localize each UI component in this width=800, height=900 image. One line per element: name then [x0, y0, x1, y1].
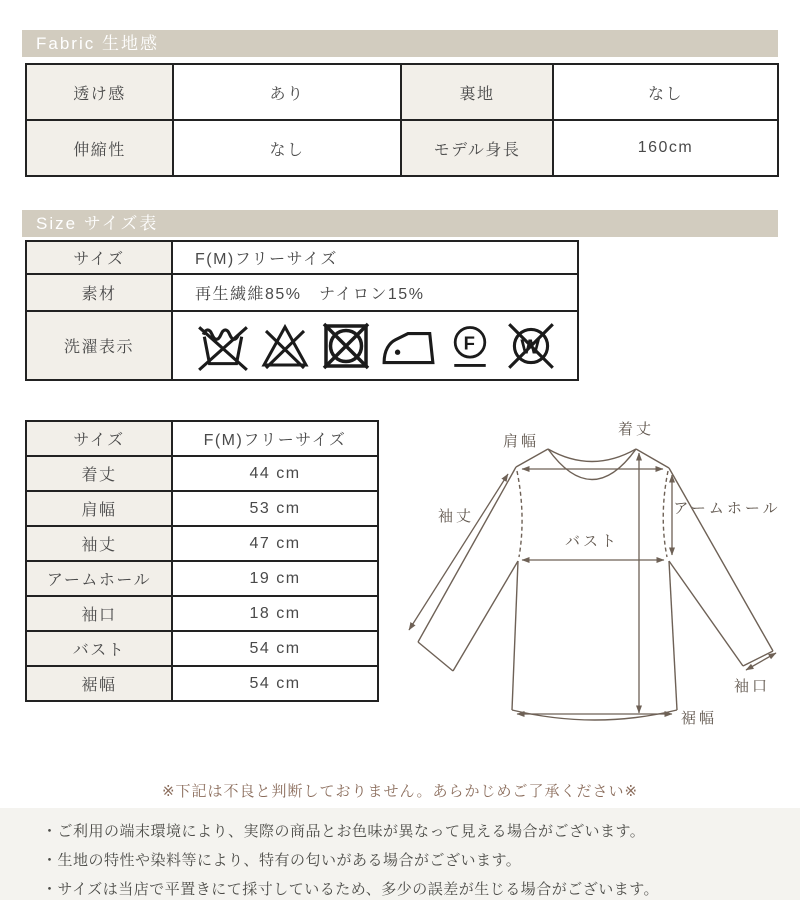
measure-label: 肩幅 [26, 491, 172, 526]
measure-header-value: F(M)フリーサイズ [172, 421, 378, 456]
info-value: 再生繊維85% ナイロン15% [172, 274, 578, 311]
table-row [26, 596, 378, 631]
iron-low-heat-icon [380, 318, 438, 374]
fabric-value: なし [173, 120, 401, 176]
table-row [26, 526, 378, 561]
table-row [26, 491, 378, 526]
table-row [26, 666, 378, 701]
measure-label: 着丈 [26, 456, 172, 491]
care-symbols-cell [172, 311, 578, 380]
info-label: 素材 [26, 274, 172, 311]
measure-value: 18 cm [172, 596, 378, 631]
fabric-label: 透け感 [26, 64, 173, 120]
measure-label: バスト [26, 631, 172, 666]
table-row [26, 561, 378, 596]
armhole-dashed-right [663, 471, 668, 557]
measurement-table [25, 420, 379, 702]
table-row [26, 274, 578, 311]
disclaimer-list [0, 808, 800, 900]
table-row [26, 241, 578, 274]
measure-arrows [409, 453, 776, 714]
table-row [26, 456, 378, 491]
no-tumble-dry-icon [319, 318, 373, 374]
diagram-label-hem: 裾幅 [680, 710, 718, 727]
info-label: 洗濯表示 [26, 311, 172, 380]
fabric-value: なし [553, 64, 778, 120]
care-icons-row [195, 316, 577, 376]
fabric-value: 160cm [553, 120, 778, 176]
disclaimer-item: ・サイズは当店で平置きにて採寸しているため、多少の誤差が生じる場合がございます。 [42, 881, 660, 898]
dry-clean-f-icon [445, 318, 495, 374]
garment-outline [418, 449, 773, 720]
measure-header-label: サイズ [26, 421, 172, 456]
size-info-table [25, 240, 579, 381]
measure-value: 47 cm [172, 526, 378, 561]
measure-value: 54 cm [172, 631, 378, 666]
garment-diagram [396, 418, 800, 766]
measure-label: アームホール [26, 561, 172, 596]
disclaimer-item: ・生地の特性や染料等により、特有の匂いがある場合がございます。 [42, 852, 522, 869]
measure-label: 裾幅 [26, 666, 172, 701]
dry-clean-letter: F [463, 332, 477, 354]
no-wash-icon [195, 318, 251, 374]
diagram-label-cuff: 袖口 [733, 678, 771, 695]
diagram-label-length: 着丈 [617, 421, 655, 438]
measure-value: 53 cm [172, 491, 378, 526]
diagram-label-bust: バスト [564, 533, 620, 550]
measure-value: 19 cm [172, 561, 378, 596]
measure-label: 袖丈 [26, 526, 172, 561]
table-row [26, 421, 378, 456]
measure-value: 44 cm [172, 456, 378, 491]
table-row [26, 311, 578, 380]
fabric-table [25, 63, 779, 177]
fabric-label: モデル身長 [401, 120, 553, 176]
measure-value: 54 cm [172, 666, 378, 701]
fabric-section-header: Fabric 生地感 [22, 30, 778, 57]
no-bleach-icon [258, 318, 312, 374]
diagram-label-shoulder: 肩幅 [502, 433, 540, 450]
disclaimer-item: ・ご利用の端末環境により、実際の商品とお色味が異なって見える場合がございます。 [42, 823, 646, 840]
diagram-label-sleeve: 袖丈 [437, 508, 475, 525]
info-value: F(M)フリーサイズ [172, 241, 578, 274]
sleeve-arrow [409, 474, 508, 630]
measure-label: 袖口 [26, 596, 172, 631]
wet-clean-letter: W [520, 334, 542, 358]
table-row [26, 64, 778, 120]
fabric-value: あり [173, 64, 401, 120]
disclaimer-title: ※下記は不良と判断しておりません。あらかじめご了承ください※ [161, 783, 639, 800]
table-row [26, 631, 378, 666]
armhole-dashed-left [517, 471, 522, 557]
size-section-header: Size サイズ表 [22, 210, 778, 237]
fabric-label: 伸縮性 [26, 120, 173, 176]
fabric-label: 裏地 [401, 64, 553, 120]
no-wet-clean-icon [502, 318, 560, 374]
diagram-label-armhole: アームホール [673, 500, 781, 517]
info-label: サイズ [26, 241, 172, 274]
table-row [26, 120, 778, 176]
